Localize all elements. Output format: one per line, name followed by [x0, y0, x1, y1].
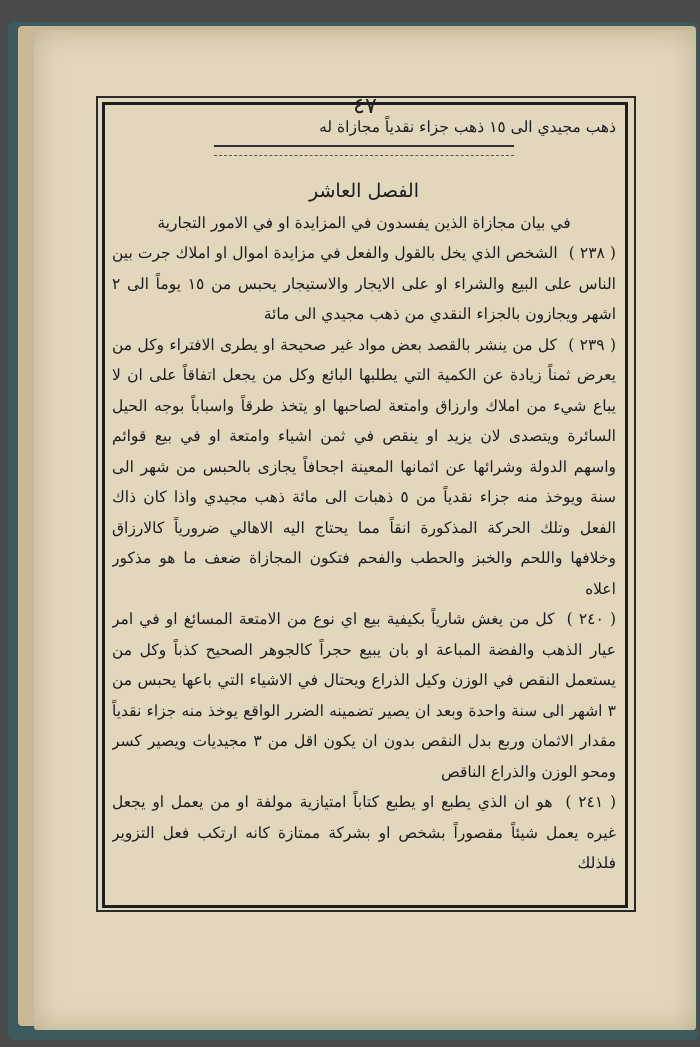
article-number: ( ٢٤٠ ) — [566, 610, 616, 628]
page-number: ٤٧ — [353, 94, 377, 119]
article-text: كل من ينشر بالقصد بعض مواد غير صحيحة او يطرى الافتراء وكل من يعرض ثمناً زيادة عن الكمية التي يطلبها البائع وكل من يجعل اتفاقاً على ان لا يباع شيء من املاك وارزاق وامتعة لصاحبها او يتخذ طرقاً واسباباً بوجه الحيل السائرة ويتصدى لان يزيد او ينقص في ثمن اشياء وامتعة او في بيع قوائم واسهم الدولة وشرائها عن اثمانها المعينة اجحافاً يجازى بالحبس من شهر الى سنة ويوخذ منه جزاء نقدياً من ٥ ذهبات الى مائة ذهب مجيدي واذا كان ذاك الفعل وتلك الحركة المذكورة انقاً مما يحتاج اليه الاهالي ضرورياً كالارزاق وخلافها واللحم والخبز والحطب والفحم فتكون المجازاة ضعف ما هو مذكور اعلاه — [112, 335, 616, 598]
article-text: الشخص الذي يخل بالقول والفعل في مزايدة اموال او املاك جرت بين الناس على البيع والشراء او على الايجار والاستيجار يحبس من ١٥ يوماً الى ٢ اشهر ويجازون بالجزاء النقدي من ذهب مجيدي الى مائة — [112, 244, 616, 323]
section-title: الفصل العاشر — [308, 179, 419, 202]
page-text — [112, 112, 616, 896]
article-number: ( ٢٣٩ ) — [568, 335, 616, 354]
article-text: كل من يغش شارياً بكيفية بيع اي نوع من الامتعة المسائغ او في امر عيار الذهب والفضة المباعة او بان يبيع حجراً كالجوهر الصحيح كذباً وكل من يستعمل النقص في الوزن وكيل الذراع ويحتال في الاشياء التي باعها يحبس من ٣ اشهر الى سنة واحدة وبعد ان يصير تضمينه الضرر الواقع يوخذ منه جزاء نقدياً مقدار الاثمان وربع بدل النقص بدون ان يكون اقل من ٣ مجيديات ويصير كسر ومحو الوزن والذراع الناقص — [112, 610, 616, 781]
article-241 — [112, 787, 616, 879]
section-subtitle: في بيان مجازاة الذين يفسدون في المزايدة او في الامور التجارية — [157, 213, 571, 232]
carry-over-line: ذهب مجيدي الى ١٥ ذهب جزاء نقدياً مجازاة له — [319, 118, 616, 136]
article-238 — [112, 238, 616, 330]
article-number: ( ٢٤١ ) — [565, 793, 616, 811]
article-240 — [112, 604, 616, 787]
article-number: ( ٢٣٨ ) — [568, 244, 616, 262]
article-239 — [112, 330, 616, 605]
article-text: هو ان الذي يطبع او يطبع كتاباً امتيازية مولفة او من يعمل او يجعل غيره يعمل شيئاً مقصوراً بشخص او بشركة ممتازة كانه ارتكب فعل التزوير فلذلك — [112, 793, 616, 872]
separator-rule — [214, 145, 514, 156]
